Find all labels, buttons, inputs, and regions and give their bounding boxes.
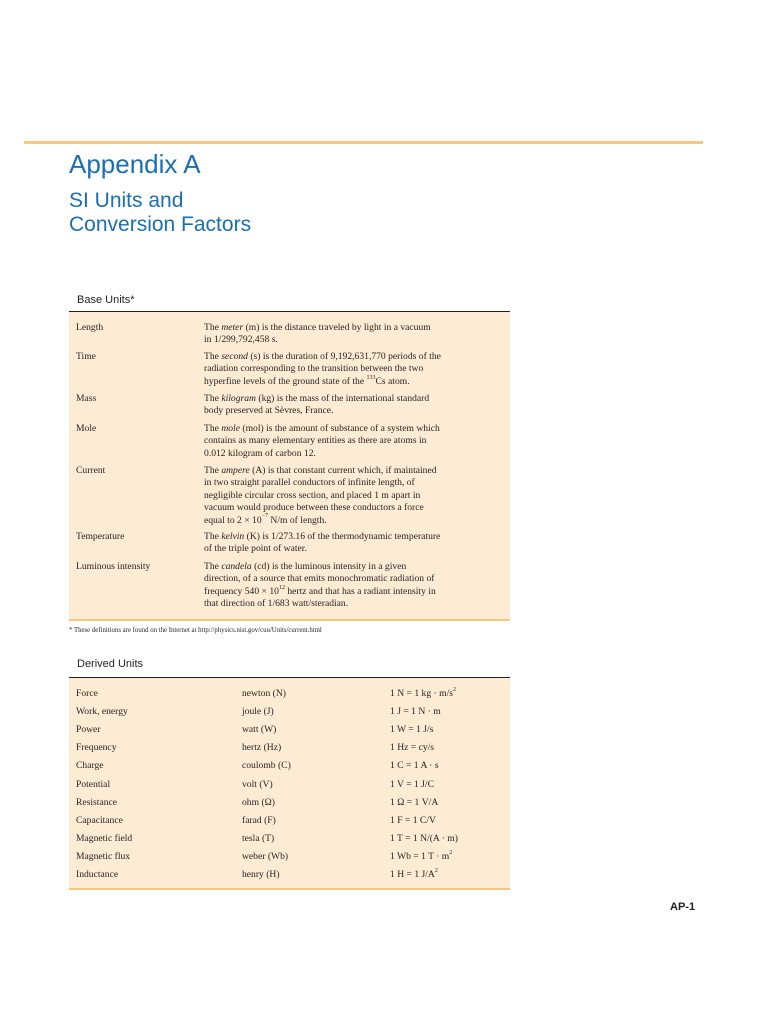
derived-unit-expression: 1 C = 1 A · s (390, 760, 439, 772)
subtitle-line-2: Conversion Factors (69, 213, 252, 236)
derived-units-table (69, 677, 510, 890)
derived-unit-name: ohm (Ω) (242, 796, 275, 808)
derived-unit-name: weber (Wb) (242, 850, 289, 862)
derived-unit-quantity: Inductance (76, 869, 119, 880)
derived-unit-quantity: Capacitance (76, 814, 123, 826)
derived-unit-name: hertz (Hz) (242, 742, 282, 754)
base-unit-quantity: Time (76, 351, 96, 362)
base-unit-quantity: Temperature (76, 531, 125, 542)
derived-unit-expression: 1 Ω = 1 V/A (390, 796, 439, 808)
appendix-subtitle (69, 189, 251, 237)
base-unit-quantity: Length (76, 322, 104, 333)
subtitle-line-1: SI Units and (69, 189, 184, 212)
appendix-title: Appendix A (69, 149, 201, 179)
derived-unit-expression: 1 H = 1 $J/A^2$ (390, 867, 438, 880)
derived-unit-quantity: Magnetic flux (76, 850, 131, 862)
derived-unit-name: tesla (T) (242, 832, 275, 844)
base-unit-definition: The candela (cd) is the luminous intensity in a given direction, of a source that emits monochromatic radiation of frequency $540 \times 10^{12}$ hertz and that has a radiant intensity in that direction of 1/683 watt/steradian. (204, 561, 436, 610)
derived-unit-quantity: Charge (76, 760, 104, 772)
derived-unit-expression: 1 W = 1 J/s (390, 724, 434, 736)
base-unit-quantity: Mole (76, 423, 97, 434)
derived-unit-expression: 1 T = 1 N/(A · m) (390, 832, 458, 844)
base-unit-definition: The ampere (A) is that constant current which, if maintained in two straight parallel conductors of infinite length, of negligible circular cross section, and placed 1 m apart in vacuum would produce between these conductors a force equal to $2 \times 10^{-7}$ N/m of length. (204, 465, 437, 526)
derived-units-label: Derived Units (77, 658, 144, 670)
base-units-footnote: * These definitions are found on the Internet at http://physics.nist.gov/cuu/Units/current.html (69, 627, 322, 634)
base-unit-quantity: Current (76, 465, 106, 476)
derived-unit-expression: 1 F = 1 C/V (390, 814, 436, 826)
base-units-label: Base Units* (77, 294, 135, 306)
derived-unit-quantity: Work, energy (76, 706, 128, 718)
derived-unit-name: newton (N) (242, 688, 286, 699)
derived-unit-expression: 1 Hz = cy/s (390, 742, 435, 754)
derived-unit-quantity: Potential (76, 778, 111, 790)
base-unit-definition: The kilogram (kg) is the mass of the international standard body preserved at Sèvres, France. (204, 393, 430, 417)
derived-unit-expression: 1 N = 1 kg · $m/s^2$ (390, 686, 456, 699)
base-unit-definition: The kelvin (K) is 1/273.16 of the thermodynamic temperature of the triple point of water. (204, 531, 441, 555)
derived-unit-quantity: Frequency (76, 742, 117, 754)
base-unit-definition: The meter (m) is the distance traveled by light in a vacuum in 1/299,792,458 s. (204, 322, 431, 346)
derived-unit-name: coulomb (C) (242, 760, 291, 772)
derived-unit-quantity: Magnetic field (76, 832, 133, 844)
base-unit-quantity: Luminous intensity (76, 561, 151, 572)
base-units-table (69, 311, 510, 621)
derived-unit-quantity: Resistance (76, 796, 118, 808)
derived-unit-expression: 1 J = 1 N · m (390, 706, 441, 718)
derived-unit-name: watt (W) (242, 724, 277, 736)
derived-unit-quantity: Force (76, 688, 98, 699)
base-unit-definition: The mole (mol) is the amount of substance of a system which contains as many elementary entities as there are atoms in 0.012 kilogram of carbon 12. (204, 423, 440, 459)
derived-unit-quantity: Power (76, 724, 101, 736)
page-number: AP-1 (670, 901, 696, 913)
derived-unit-expression: 1 Wb = 1 $T \cdot m^2$ (390, 849, 453, 862)
derived-unit-name: henry (H) (242, 869, 280, 880)
base-unit-quantity: Mass (76, 393, 97, 404)
derived-unit-name: joule (J) (242, 706, 274, 718)
derived-unit-name: volt (V) (242, 778, 273, 790)
header-rule (24, 141, 703, 144)
base-unit-definition: The second (s) is the duration of 9,192,631,770 periods of the radiation corresponding to the transition between the two hyperfine levels of the ground state of the $^{133}$Cs atom. (204, 351, 441, 387)
derived-unit-expression: 1 V = 1 J/C (390, 778, 434, 790)
derived-unit-name: farad (F) (242, 814, 276, 826)
